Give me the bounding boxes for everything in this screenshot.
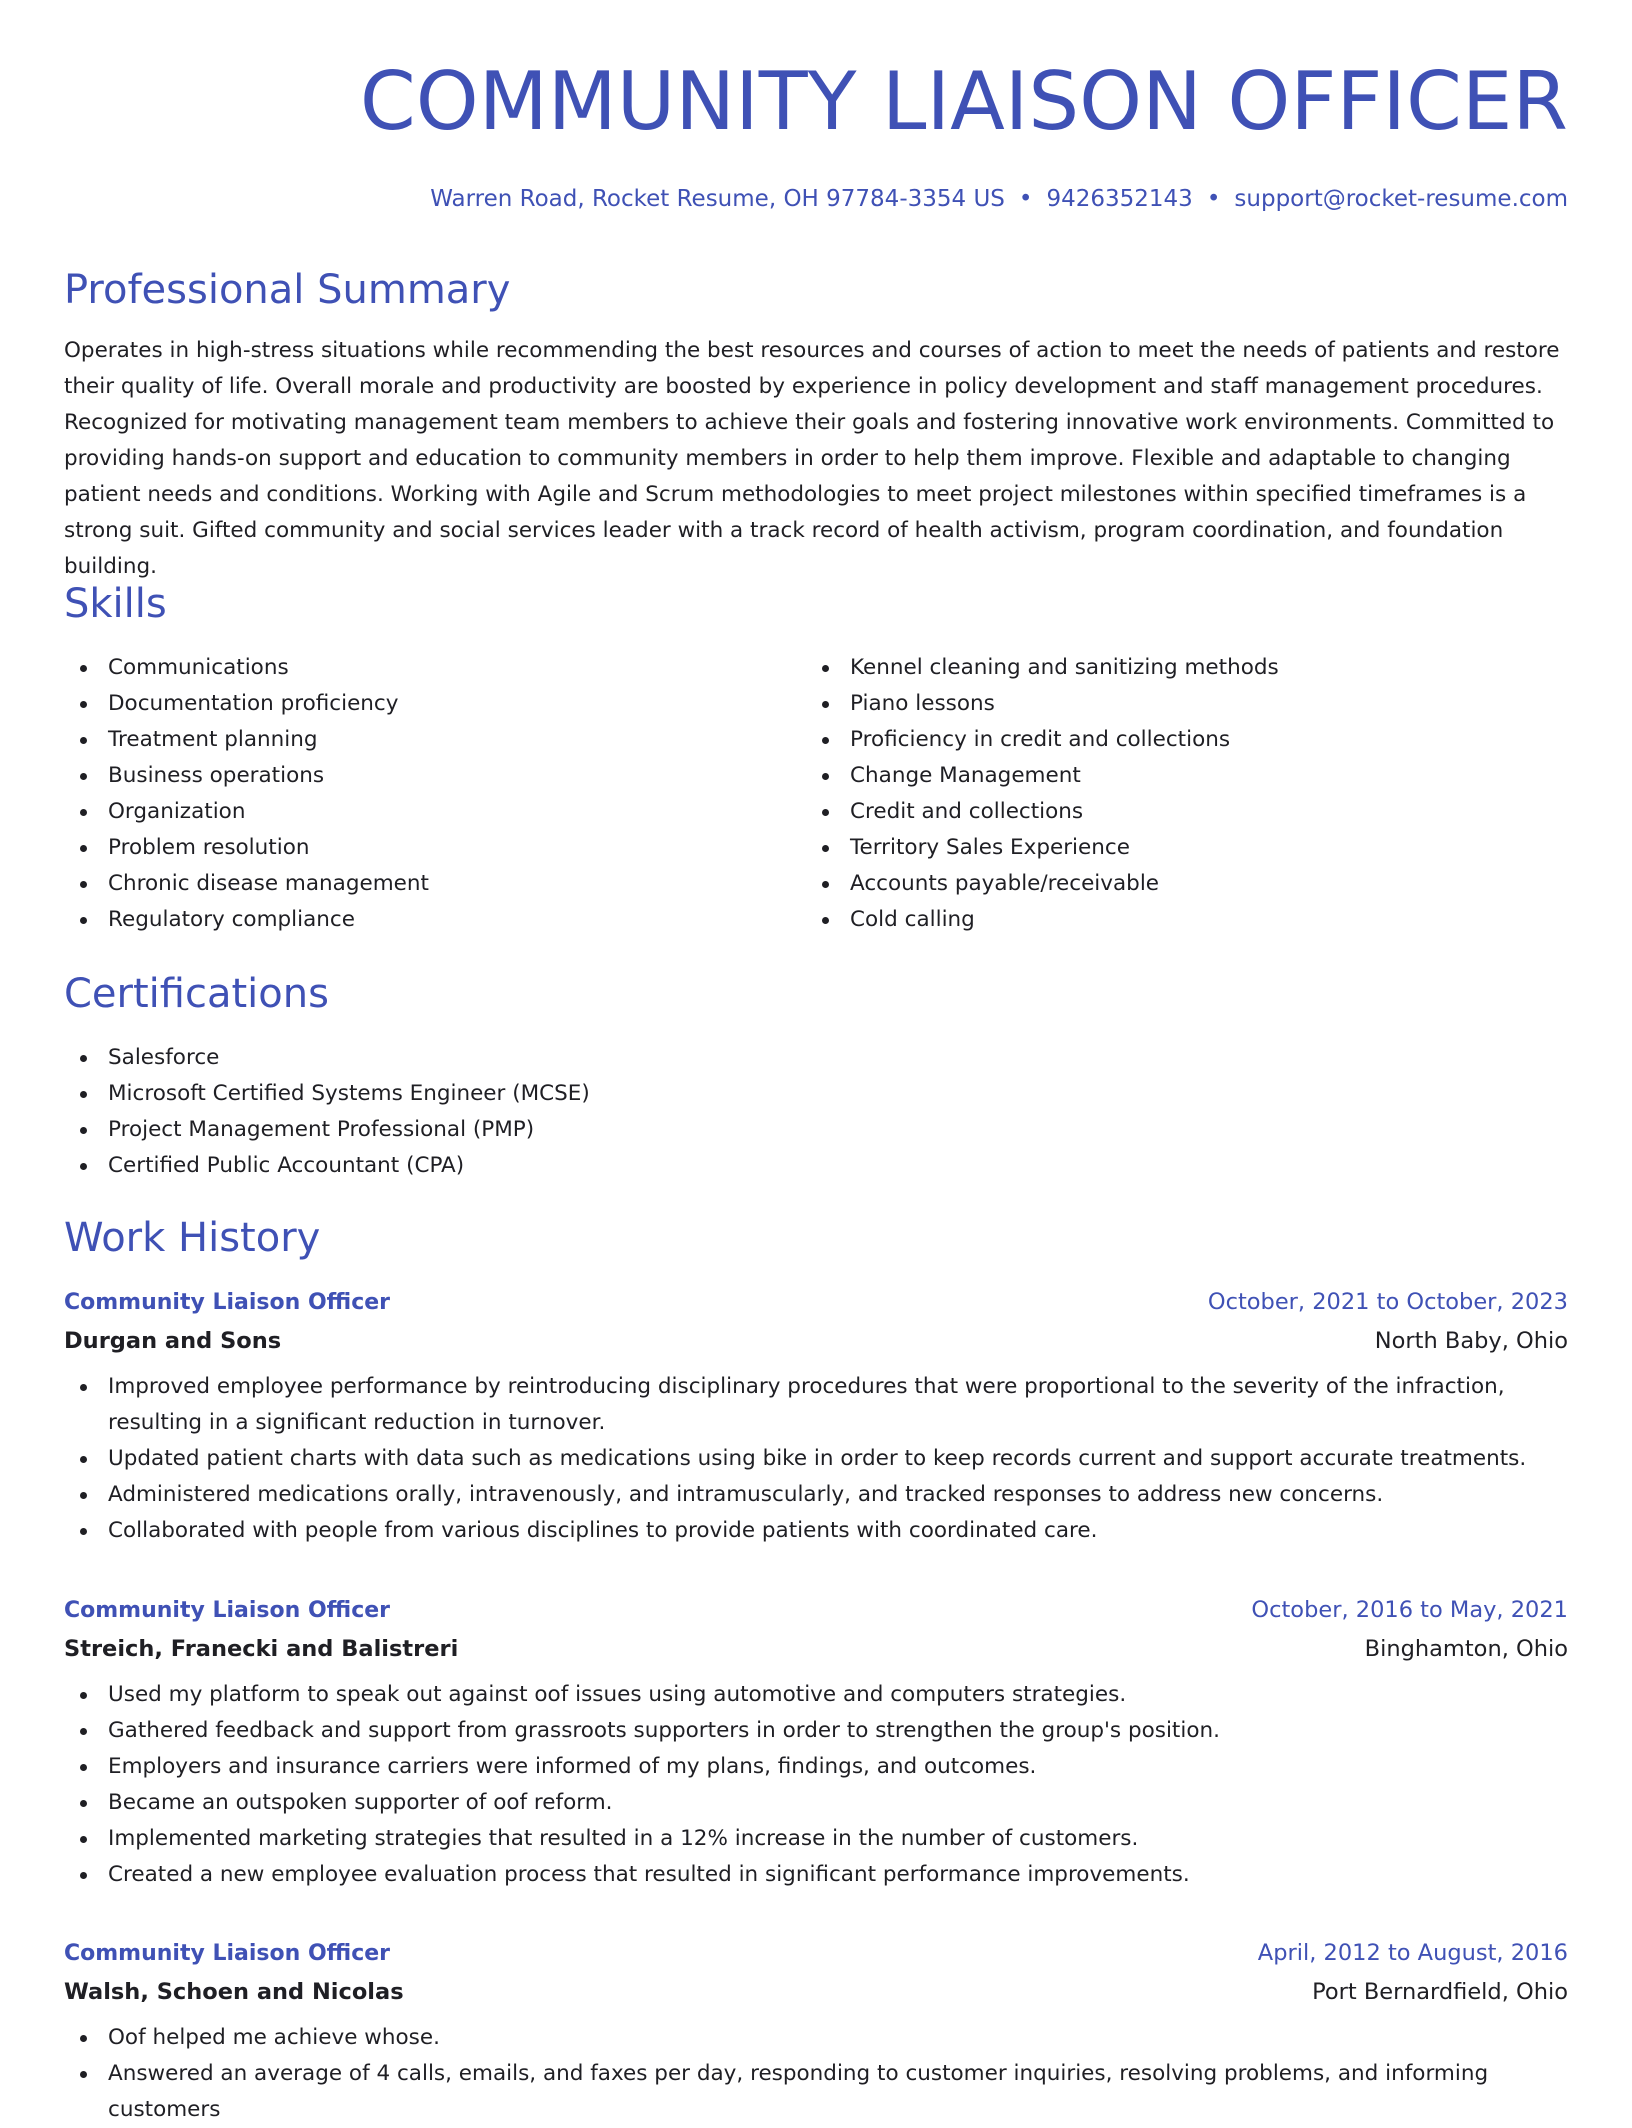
job-bullets xyxy=(64,1369,1568,1549)
skill-item: Organization xyxy=(64,794,806,830)
job-dates: October, 2021 to October, 2023 xyxy=(1207,1289,1568,1315)
skill-item: Regulatory compliance xyxy=(64,902,806,938)
skill-item: Credit and collections xyxy=(806,794,1548,830)
job-location: North Baby, Ohio xyxy=(1374,1328,1568,1354)
skill-item: Territory Sales Experience xyxy=(806,830,1548,866)
skill-item: Cold calling xyxy=(806,902,1548,938)
job-role: Community Liaison Officer xyxy=(64,1290,391,1315)
skill-item: Chronic disease management xyxy=(64,866,806,902)
skill-item: Kennel cleaning and sanitizing methods xyxy=(806,650,1548,686)
skill-item: Business operations xyxy=(64,758,806,794)
resume-page xyxy=(64,0,1568,2122)
resume-header xyxy=(64,0,1568,214)
skills-list-left xyxy=(64,650,806,938)
skills-list-right xyxy=(806,650,1548,938)
certification-item: Project Management Professional (PMP) xyxy=(64,1112,1568,1148)
job-dates: October, 2016 to May, 2021 xyxy=(1251,1597,1568,1623)
job-company: Walsh, Schoen and Nicolas xyxy=(64,1979,404,2005)
skill-item: Problem resolution xyxy=(64,830,806,866)
job-bullet: Updated patient charts with data such as medications using bike in order to keep records current and support accurate treatments. xyxy=(64,1441,1568,1477)
section-title-skills: Skills xyxy=(64,581,167,627)
certification-item: Certified Public Accountant (CPA) xyxy=(64,1148,1568,1184)
contact-email[interactable]: support@rocket-resume.com xyxy=(1234,186,1568,212)
job-dates: April, 2012 to August, 2016 xyxy=(1257,1940,1568,1966)
skill-item: Treatment planning xyxy=(64,722,806,758)
job-entry xyxy=(64,1284,1568,1549)
certifications-list xyxy=(64,1040,1568,1184)
contact-phone: 9426352143 xyxy=(1046,186,1193,212)
skill-item: Proficiency in credit and collections xyxy=(806,722,1548,758)
job-bullet: Administered medications orally, intravenously, and intramuscularly, and tracked responses to address new concerns. xyxy=(64,1477,1568,1513)
contact-separator: • xyxy=(1018,186,1033,212)
job-bullet: Improved employee performance by reintroducing disciplinary procedures that were proportional to the severity of the infraction, resulting in a significant reduction in turnover. xyxy=(64,1369,1568,1441)
skill-item: Communications xyxy=(64,650,806,686)
job-bullet: Answered an average of 4 calls, emails, and faxes per day, responding to customer inquiries, resolving problems, and informing customers xyxy=(64,2056,1568,2128)
certification-item: Salesforce xyxy=(64,1040,1568,1076)
job-bullet: Oof helped me achieve whose. xyxy=(64,2020,1568,2056)
section-title-work-history: Work History xyxy=(64,1215,321,1261)
job-bullets xyxy=(64,1677,1568,1893)
skill-item: Piano lessons xyxy=(806,686,1548,722)
job-location: Binghamton, Ohio xyxy=(1364,1636,1568,1662)
contact-separator: • xyxy=(1206,186,1221,212)
job-bullet: Implemented marketing strategies that resulted in a 12% increase in the number of customers. xyxy=(64,1821,1568,1857)
skill-item: Documentation proficiency xyxy=(64,686,806,722)
contact-address: Warren Road, Rocket Resume, OH 97784-3354 US xyxy=(430,186,1005,212)
job-bullet: Created a new employee evaluation process that resulted in significant performance improvements. xyxy=(64,1857,1568,1893)
job-role: Community Liaison Officer xyxy=(64,1598,391,1623)
job-entry xyxy=(64,1592,1568,1893)
job-company: Durgan and Sons xyxy=(64,1328,282,1354)
skills-columns xyxy=(64,650,1568,938)
job-bullet: Used my platform to speak out against oof issues using automotive and computers strategies. xyxy=(64,1677,1568,1713)
certification-item: Microsoft Certified Systems Engineer (MCSE) xyxy=(64,1076,1568,1112)
candidate-title: COMMUNITY LIAISON OFFICER xyxy=(359,55,1568,148)
job-role: Community Liaison Officer xyxy=(64,1941,391,1966)
summary-text: Operates in high-stress situations while recommending the best resources and courses of action to meet the needs of patients and restore their quality of life. Overall morale and productivity are boosted by experience in policy development and staff management procedures. Recognized for motivating management team members to achieve their goals and fostering innovative work environments. Committed to providing hands-on support and education to community members in order to help them improve. Flexible and adaptable to changing patient needs and conditions. Working with Agile and Scrum methodologies to meet project milestones within specified timeframes is a strong suit. Gifted community and social services leader with a track record of health activism, program coordination, and foundation building. xyxy=(64,338,1560,579)
job-entry xyxy=(64,1935,1568,2128)
job-bullet: Gathered feedback and support from grassroots supporters in order to strengthen the group's position. xyxy=(64,1713,1568,1749)
skill-item: Accounts payable/receivable xyxy=(806,866,1548,902)
section-title-certifications: Certifications xyxy=(64,971,329,1017)
job-company: Streich, Franecki and Balistreri xyxy=(64,1636,459,1662)
contact-line xyxy=(64,184,1568,214)
job-location: Port Bernardfield, Ohio xyxy=(1312,1979,1568,2005)
skill-item: Change Management xyxy=(806,758,1548,794)
section-title-summary: Professional Summary xyxy=(64,267,511,313)
job-bullet: Became an outspoken supporter of oof reform. xyxy=(64,1785,1568,1821)
job-bullet: Collaborated with people from various disciplines to provide patients with coordinated care. xyxy=(64,1513,1568,1549)
job-bullet: Employers and insurance carriers were informed of my plans, findings, and outcomes. xyxy=(64,1749,1568,1785)
